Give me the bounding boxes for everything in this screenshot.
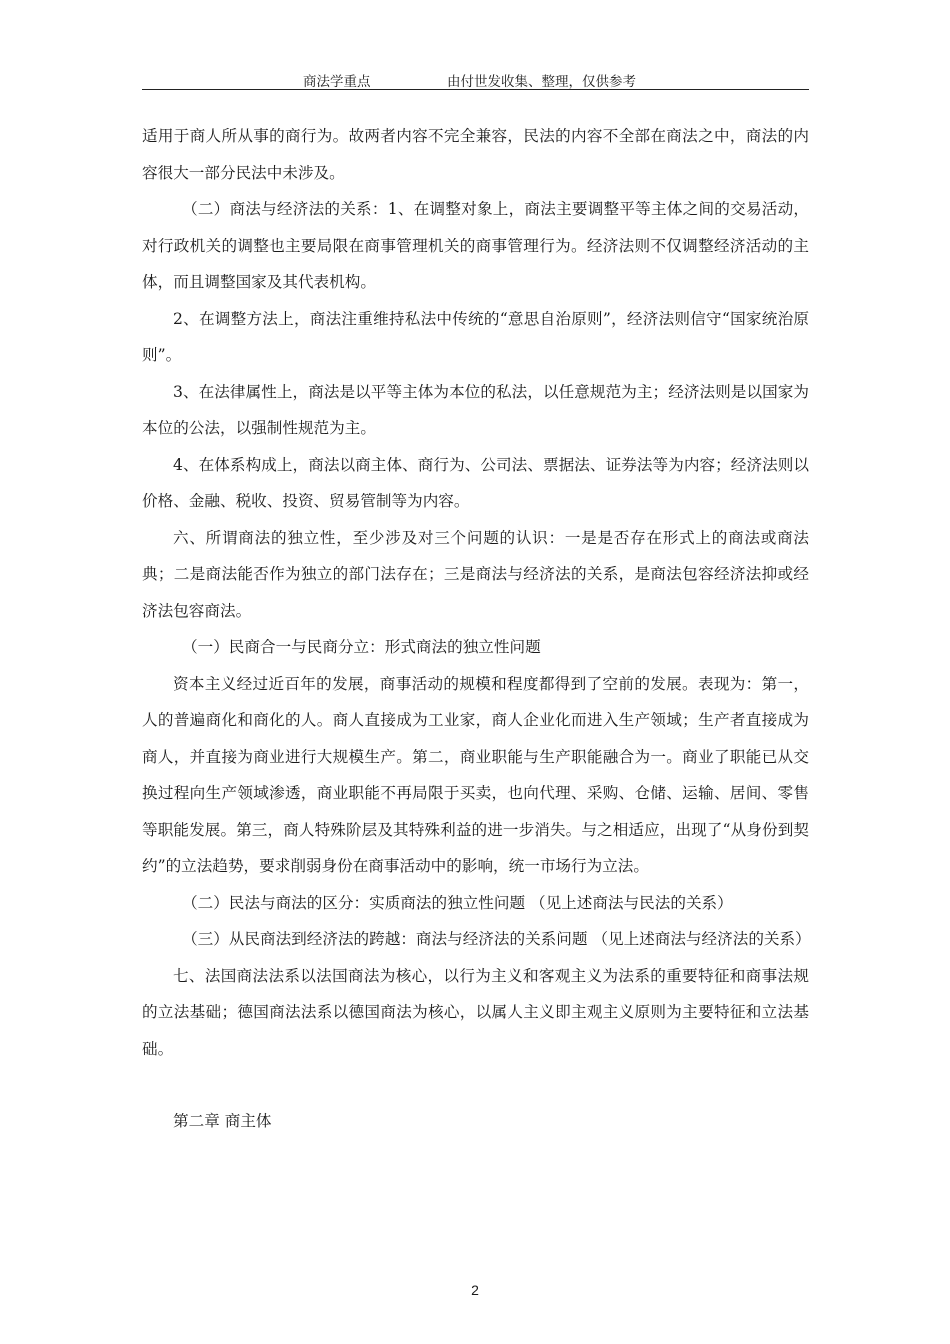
paragraph: 资本主义经过近百年的发展，商事活动的规模和程度都得到了空前的发展。表现为：第一，人的普遍商化和商化的人。商人直接成为工业家，商人企业化而进入生产领域；生产者直接成为商人，并直接为商业进行大规模生产。第二，商业职能与生产职能融合为一。商业了职能已从交换过程向生产领域渗透，商业职能不再局限于买卖，也向代理、采购、仓储、运输、居间、零售等职能发展。第三，商人特殊阶层及其特殊利益的进一步消失。与之相适应，出现了“从身份到契约”的立法趋势，要求削弱身份在商事活动中的影响，统一市场行为立法。	[142, 674, 809, 875]
spacer	[142, 1067, 809, 1103]
paragraph: （二）民法与商法的区分：实质商法的独立性问题 （见上述商法与民法的关系）	[182, 893, 733, 912]
paragraph: 2、在调整方法上，商法注重维持私法中传统的“意思自治原则”，经济法则信守“国家统治原则”。	[142, 309, 809, 364]
page-number: 2	[471, 1282, 479, 1298]
paragraph: （三）从民商法到经济法的跨越：商法与经济法的关系问题 （见上述商法与经济法的关系）	[182, 930, 811, 948]
paragraph: （一）民商合一与民商分立：形式商法的独立性问题	[182, 638, 541, 656]
paragraph: 六、所谓商法的独立性，至少涉及对三个问题的认识：一是是否存在形式上的商法或商法典；二是商法能否作为独立的部门法存在；三是商法与经济法的关系，是商法包容经济法抑或经济法包容商法。	[142, 528, 809, 620]
paragraph: 4、在体系构成上，商法以商主体、商行为、公司法、票据法、证券法等为内容；经济法则以价格、金融、税收、投资、贸易管制等为内容。	[142, 455, 809, 510]
paragraph: 适用于商人所从事的商行为。故两者内容不完全兼容，民法的内容不全部在商法之中，商法的内容很大一部分民法中未涉及。	[142, 127, 809, 182]
chapter-heading: 第二章 商主体	[173, 1112, 272, 1130]
paragraph: 3、在法律属性上，商法是以平等主体为本位的私法，以任意规范为主；经济法则是以国家为本位的公法，以强制性规范为主。	[142, 382, 809, 437]
header-note: 由付世发收集、整理，仅供参考	[447, 74, 636, 90]
page-header	[142, 70, 809, 90]
paragraph: 七、法国商法法系以法国商法为核心，以行为主义和客观主义为法系的重要特征和商事法规的立法基础；德国商法法系以德国商法为核心，以属人主义即主观主义原则为主要特征和立法基础。	[142, 966, 809, 1058]
document-body	[142, 118, 809, 1140]
header-title: 商法学重点	[303, 74, 371, 90]
paragraph: （二）商法与经济法的关系：1、在调整对象上，商法主要调整平等主体之间的交易活动，对行政机关的调整也主要局限在商事管理机关的商事管理行为。经济法则不仅调整经济活动的主体，而且调整国家及其代表机构。	[142, 200, 809, 291]
